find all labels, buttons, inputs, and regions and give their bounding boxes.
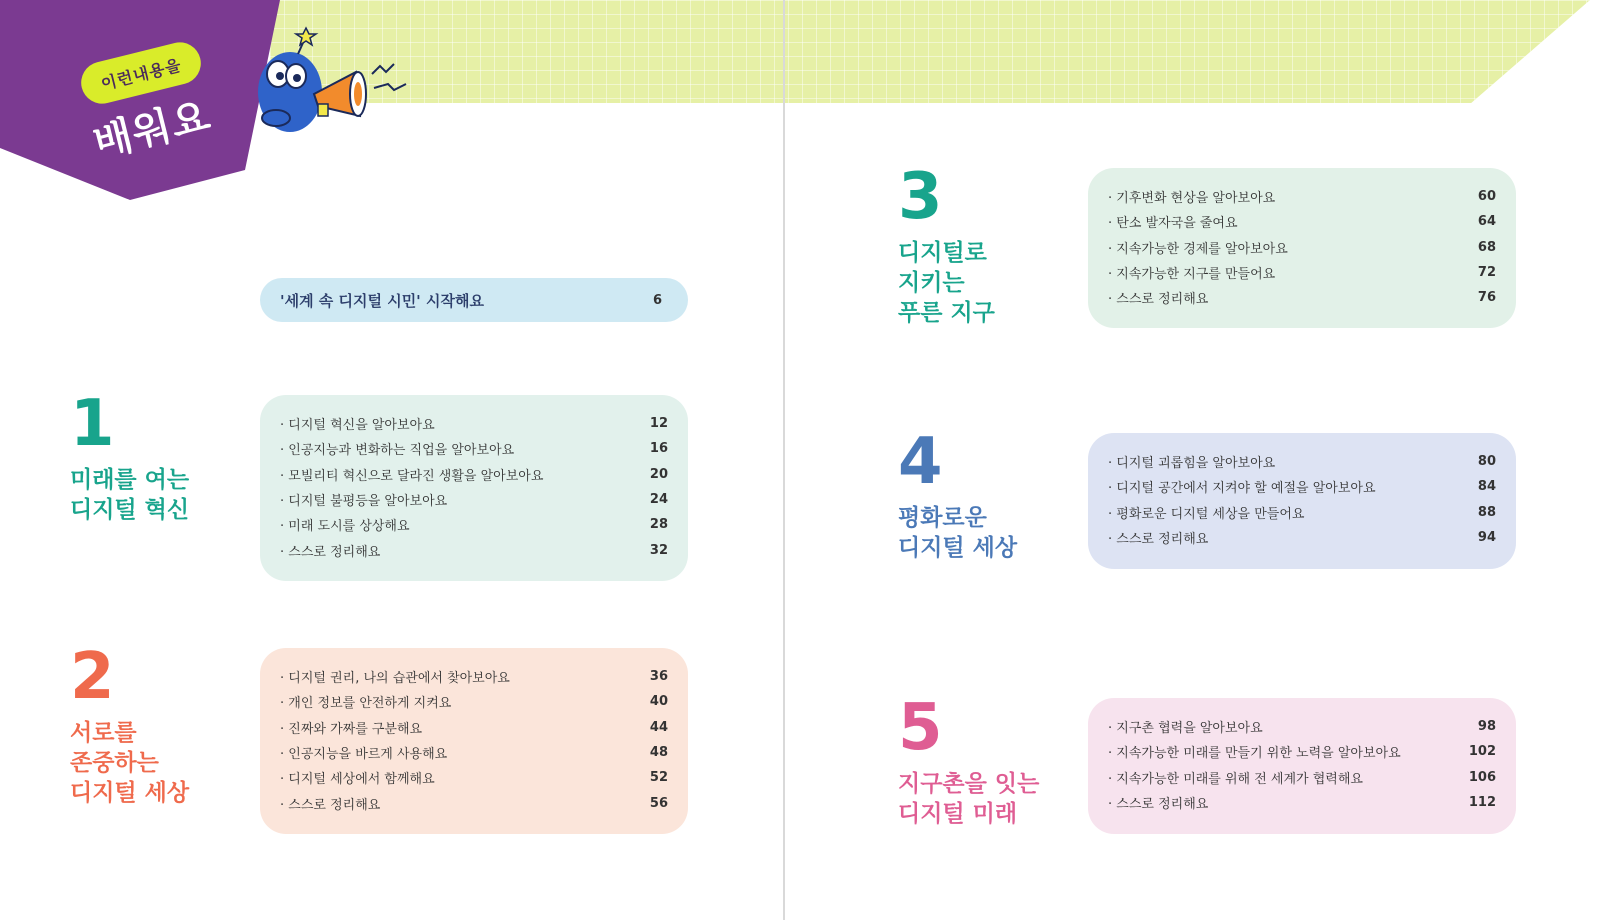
toc-item-label: · 스스로 정리해요 xyxy=(1108,288,1208,307)
toc-item-page: 32 xyxy=(649,542,668,558)
toc-row[interactable] xyxy=(1108,209,1496,234)
toc-item-page: 40 xyxy=(649,694,668,710)
chapter-4-toc-box xyxy=(1088,433,1516,569)
toc-row[interactable] xyxy=(1108,184,1496,209)
toc-item-page: 28 xyxy=(649,517,668,533)
toc-item-page: 68 xyxy=(1477,239,1496,255)
chapter-2-title: 서로를 존중하는 디지털 세상 xyxy=(70,720,190,806)
toc-item-page: 24 xyxy=(649,492,668,508)
toc-item-page: 106 xyxy=(1468,769,1496,785)
toc-item-label: · 평화로운 디지털 세상을 만들어요 xyxy=(1108,503,1304,522)
badge-title: 배워요 xyxy=(89,93,216,167)
toc-item-page: 88 xyxy=(1477,504,1496,520)
toc-item-label: · 디지털 세상에서 함께해요 xyxy=(280,768,435,787)
toc-item-page: 84 xyxy=(1477,479,1496,495)
toc-item-page: 112 xyxy=(1468,795,1496,811)
intro-page-number: 6 xyxy=(652,292,662,308)
chapter-1-number: 1 xyxy=(70,387,115,461)
chapter-3-title: 디지털로 지키는 푸른 지구 xyxy=(898,240,995,326)
toc-item-label: · 디지털 공간에서 지켜야 할 예절을 알아보아요 xyxy=(1108,477,1376,496)
chapter-2-toc-box xyxy=(260,648,688,834)
toc-item-label: · 지속가능한 지구를 만들어요 xyxy=(1108,263,1275,282)
toc-item-page: 36 xyxy=(649,669,668,685)
chapter-3-toc-box xyxy=(1088,168,1516,328)
toc-row[interactable] xyxy=(1108,235,1496,260)
toc-item-page: 98 xyxy=(1477,719,1496,735)
toc-row[interactable] xyxy=(280,715,668,740)
megaphone-mascot-icon xyxy=(248,22,418,137)
toc-row[interactable] xyxy=(280,664,668,689)
chapter-1-title: 미래를 여는 디지털 혁신 xyxy=(70,467,190,523)
toc-item-label: · 지구촌 협력을 알아보아요 xyxy=(1108,717,1263,736)
toc-row[interactable] xyxy=(280,436,668,461)
toc-row[interactable] xyxy=(280,411,668,436)
toc-item-page: 12 xyxy=(649,416,668,432)
badge-subtitle: 이런내용을 xyxy=(99,54,184,94)
toc-row[interactable] xyxy=(1108,790,1496,815)
chapter-3-number: 3 xyxy=(898,160,943,234)
toc-item-label: · 개인 정보를 안전하게 지켜요 xyxy=(280,692,451,711)
page-spine-divider xyxy=(783,0,785,920)
intro-label: '세계 속 디지털 시민' 시작해요 xyxy=(280,291,484,310)
toc-row[interactable] xyxy=(280,765,668,790)
toc-item-page: 64 xyxy=(1477,214,1496,230)
toc-item-page: 94 xyxy=(1477,530,1496,546)
chapter-5-title: 지구촌을 잇는 디지털 미래 xyxy=(898,771,1040,827)
toc-row[interactable] xyxy=(1108,739,1496,764)
toc-item-label: · 디지털 괴롭힘을 알아보아요 xyxy=(1108,452,1275,471)
toc-row[interactable] xyxy=(280,512,668,537)
toc-row[interactable] xyxy=(1108,449,1496,474)
chapter-4-number: 4 xyxy=(898,425,943,499)
toc-item-label: · 스스로 정리해요 xyxy=(280,794,380,813)
toc-item-label: · 디지털 불평등을 알아보아요 xyxy=(280,490,447,509)
chapter-2-number: 2 xyxy=(70,640,115,714)
toc-item-label: · 인공지능을 바르게 사용해요 xyxy=(280,743,447,762)
toc-row[interactable] xyxy=(280,689,668,714)
toc-item-label: · 미래 도시를 상상해요 xyxy=(280,515,410,534)
toc-row[interactable] xyxy=(280,537,668,562)
chapter-5-toc-box xyxy=(1088,698,1516,834)
toc-row[interactable] xyxy=(1108,500,1496,525)
toc-item-page: 44 xyxy=(649,719,668,735)
toc-item-label: · 지속가능한 미래를 만들기 위한 노력을 알아보아요 xyxy=(1108,742,1401,761)
toc-item-label: · 지속가능한 미래를 위해 전 세계가 협력해요 xyxy=(1108,768,1363,787)
toc-item-page: 56 xyxy=(649,795,668,811)
toc-item-label: · 스스로 정리해요 xyxy=(1108,528,1208,547)
toc-item-page: 60 xyxy=(1477,189,1496,205)
toc-item-label: · 진짜와 가짜를 구분해요 xyxy=(280,718,422,737)
toc-row[interactable] xyxy=(280,487,668,512)
toc-item-label: · 인공지능과 변화하는 직업을 알아보아요 xyxy=(280,439,514,458)
toc-item-page: 102 xyxy=(1468,744,1496,760)
chapter-1-toc-box xyxy=(260,395,688,581)
toc-item-label: · 디지털 혁신을 알아보아요 xyxy=(280,414,435,433)
toc-row[interactable] xyxy=(1108,474,1496,499)
toc-item-page: 48 xyxy=(649,745,668,761)
grid-header-band xyxy=(270,0,1590,103)
toc-item-label: · 지속가능한 경제를 알아보아요 xyxy=(1108,238,1288,257)
toc-item-page: 52 xyxy=(649,770,668,786)
toc-item-label: · 기후변화 현상을 알아보아요 xyxy=(1108,187,1275,206)
toc-item-page: 72 xyxy=(1477,265,1496,281)
toc-item-label: · 스스로 정리해요 xyxy=(1108,793,1208,812)
chapter-4-title: 평화로운 디지털 세상 xyxy=(898,505,1018,561)
toc-item-label: · 탄소 발자국을 줄여요 xyxy=(1108,212,1238,231)
toc-item-label: · 모빌리티 혁신으로 달라진 생활을 알아보아요 xyxy=(280,465,543,484)
toc-item-label: · 디지털 권리, 나의 습관에서 찾아보아요 xyxy=(280,667,510,686)
toc-item-page: 76 xyxy=(1477,290,1496,306)
toc-item-page: 20 xyxy=(649,466,668,482)
chapter-5-number: 5 xyxy=(898,691,943,765)
toc-row[interactable] xyxy=(1108,525,1496,550)
toc-row[interactable] xyxy=(280,790,668,815)
toc-row[interactable] xyxy=(1108,765,1496,790)
toc-row[interactable] xyxy=(1108,260,1496,285)
intro-item[interactable] xyxy=(260,278,688,322)
toc-row[interactable] xyxy=(1108,714,1496,739)
toc-row[interactable] xyxy=(280,740,668,765)
toc-row[interactable] xyxy=(280,462,668,487)
toc-item-page: 80 xyxy=(1477,454,1496,470)
toc-row[interactable] xyxy=(1108,285,1496,310)
toc-item-label: · 스스로 정리해요 xyxy=(280,541,380,560)
toc-item-page: 16 xyxy=(649,441,668,457)
